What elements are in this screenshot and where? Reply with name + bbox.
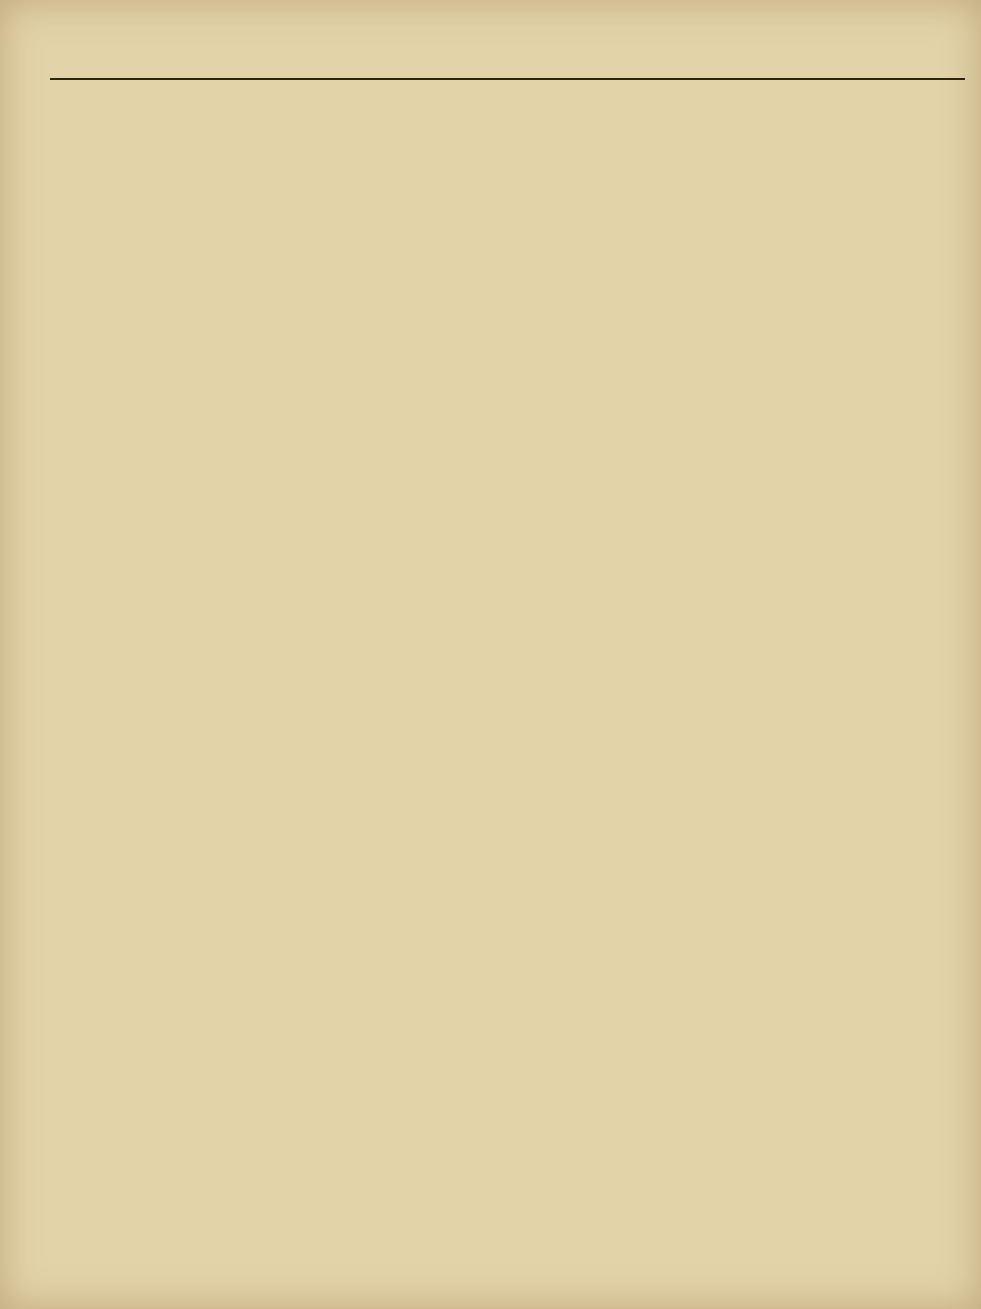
section-banner	[370, 86, 970, 112]
top-rule	[50, 78, 965, 80]
